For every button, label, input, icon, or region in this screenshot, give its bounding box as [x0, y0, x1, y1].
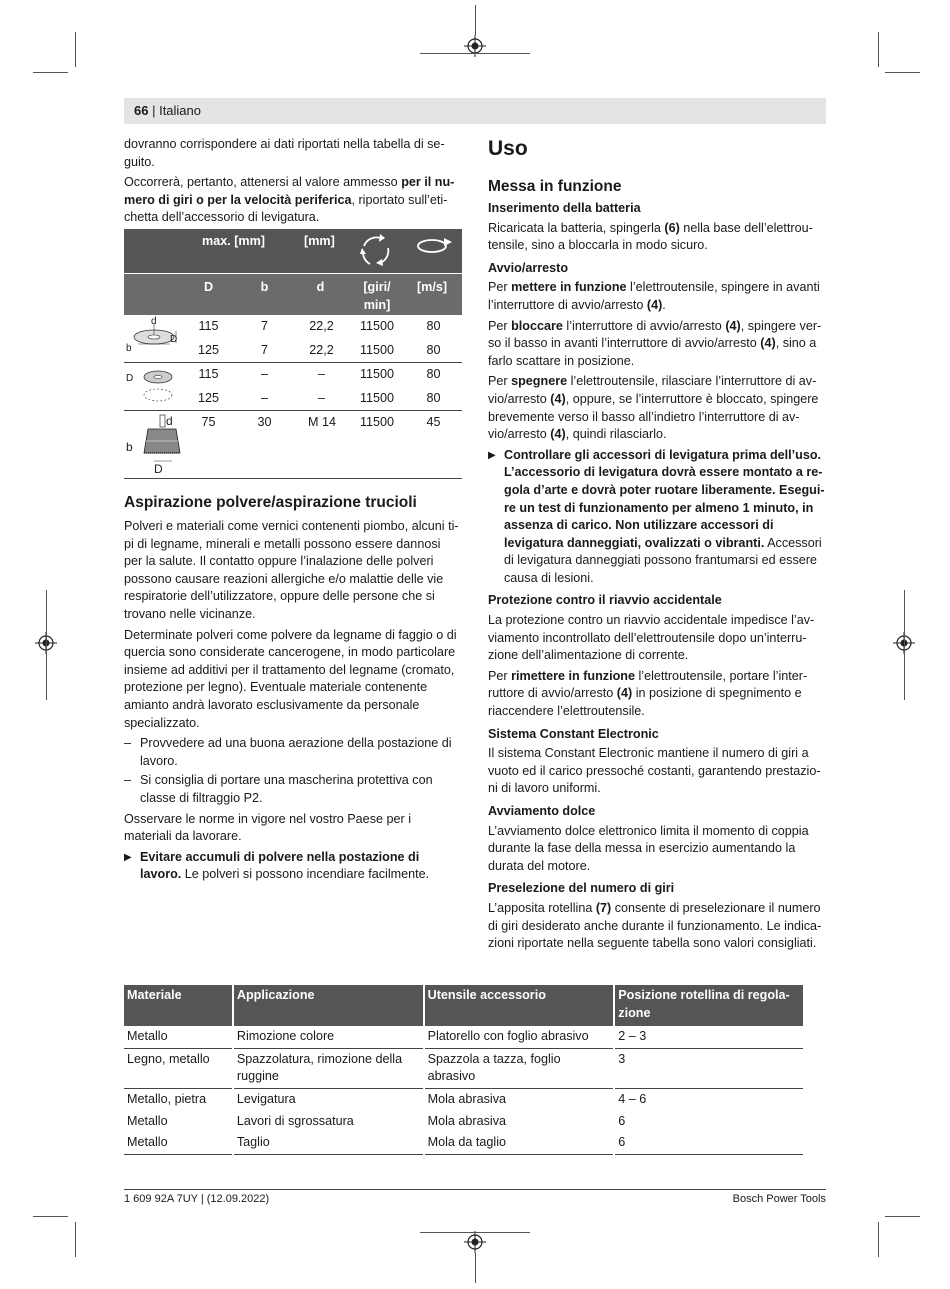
table-header-cell: [giri/ min]	[363, 280, 391, 312]
table-row	[124, 363, 462, 387]
svg-text:d: d	[151, 316, 157, 327]
svg-text:b: b	[126, 440, 133, 454]
table-row-group	[124, 315, 462, 363]
table-header-cell: Utensile accessorio	[424, 985, 615, 1026]
table-cell: 75	[201, 415, 216, 429]
table-cell: 11500	[359, 343, 395, 357]
crop-mark	[878, 32, 879, 67]
table-cell: Rimozione colore	[233, 1026, 424, 1048]
crop-mark	[475, 5, 476, 35]
crop-mark	[33, 1216, 68, 1217]
table-cell: 125	[197, 343, 219, 357]
table-cell: 11500	[359, 415, 395, 429]
table-cell: Lavori di sgrossatura	[233, 1111, 424, 1133]
table-cell: 80	[426, 319, 441, 333]
table-cell: 7	[260, 343, 268, 357]
table-cell: Mola abrasiva	[424, 1088, 615, 1110]
paragraph: L’apposita rotellina (7) consente di preselezionare il numero di giri desiderato anche durante il funzionamento. Le indicazioni riportate nella seguente tabella sono valori consigliati.	[488, 900, 822, 951]
crop-mark	[420, 53, 530, 54]
table-cell: –	[260, 391, 268, 405]
subsection-heading: Avvio/arresto	[488, 260, 569, 275]
table-cell: 125	[197, 391, 219, 405]
table-row	[124, 1111, 804, 1133]
subsection-heading: Inserimento della batteria	[488, 201, 641, 215]
section-heading: Aspirazione polvere/aspirazione trucioli	[124, 494, 417, 511]
page-header-label: 66 | Italiano	[134, 103, 201, 118]
paragraph: Per rimettere in funzione l’elettroutensile, portare l’interruttore di avvio/arresto (4) in posizione di spegnimento e riaccendere l’elettroutensile.	[488, 668, 808, 719]
svg-text:b: b	[126, 343, 132, 354]
crop-mark	[904, 590, 905, 700]
paragraph: Ricaricata la batteria, spingerla (6) nella base dell’elettroutensile, sino a bloccarla in modo sicuro.	[488, 220, 813, 253]
table-cell: Metallo	[124, 1026, 233, 1048]
table-row	[124, 339, 462, 363]
subsection-heading: Sistema Constant Electronic	[488, 726, 659, 741]
registration-mark-icon	[464, 1231, 486, 1253]
rotation-speed-icon	[356, 232, 396, 270]
page-number: 66	[134, 103, 149, 118]
table-cell: Metallo, pietra	[124, 1088, 233, 1110]
svg-text:d: d	[166, 414, 173, 428]
table-cell: Metallo	[124, 1132, 233, 1154]
table-header-row	[124, 985, 804, 1026]
table-row-group	[124, 411, 462, 479]
crop-mark	[885, 72, 920, 73]
table-cell: 80	[426, 391, 441, 405]
table-header-cell: [m/s]	[416, 280, 448, 294]
table-row	[124, 1088, 804, 1110]
list-item: – Si consiglia di portare una mascherina protettiva con classe di filtraggio P2.	[124, 773, 433, 805]
table-cell: 2 – 3	[614, 1026, 804, 1048]
paragraph: Per bloccare l’interruttore di avvio/arresto (4), spingere verso il basso in avanti l’interruttore di avvio/arresto (4), sino a farlo scattare in posizione.	[488, 318, 822, 368]
accessory-spec-table	[124, 229, 462, 479]
speed-preselection-table	[124, 985, 805, 1155]
table-cell: 115	[198, 367, 219, 381]
crop-mark	[46, 590, 47, 700]
paragraph: Occorrerà, pertanto, attenersi al valore ammesso per il numero di giri o per la velocità periferica, riportato sull’etichetta dell’accessorio di levigatura.	[124, 175, 455, 225]
peripheral-speed-icon	[414, 235, 454, 257]
crop-mark	[75, 1222, 76, 1257]
table-cell: Mola abrasiva	[424, 1111, 615, 1133]
table-cell: 4 – 6	[614, 1088, 804, 1110]
table-cell: M 14	[308, 415, 336, 429]
table-header-cell: max. [mm]	[202, 234, 265, 248]
paragraph: Il sistema Constant Electronic mantiene il numero di giri a vuoto ed il carico pressoché costanti, garantendo prestazioni di lavoro uniformi.	[488, 746, 821, 796]
crop-mark	[33, 72, 68, 73]
crop-mark	[475, 1253, 476, 1283]
subsection-heading: Avviamento dolce	[488, 804, 596, 818]
table-cell: Mola da taglio	[424, 1132, 615, 1154]
paragraph: Determinate polveri come polvere da legname di faggio o di quercia sono considerate cancerogene, in modo particolare insieme ad additivi per il trattamento del legname (cromato, protezione per legno). Eventuale materiale contenente amianto andrà lavorato esclusivamente da personale specializzato.	[124, 627, 457, 730]
table-cell: 11500	[359, 391, 395, 405]
table-cell: 7	[260, 319, 268, 333]
table-cell: 6	[614, 1111, 804, 1133]
list-item: – Provvedere ad una buona aerazione della postazione di lavoro.	[124, 736, 452, 768]
table-cell: –	[317, 367, 325, 381]
table-row-group	[124, 363, 462, 411]
table-row	[124, 1026, 804, 1048]
table-cell: 11500	[359, 319, 395, 333]
table-header-cell: Applicazione	[233, 985, 424, 1026]
svg-text:D: D	[154, 462, 163, 476]
crop-mark	[878, 1222, 879, 1257]
footer-doc-code: 1 609 92A 7UY | (12.09.2022)	[124, 1193, 270, 1205]
paragraph: Per spegnere l’elettroutensile, rilasciare l’interruttore di avvio/arresto (4), oppure, se l’interruttore è bloccato, spingere brevemente verso il basso all’indietro l’interruttore di avvio/arresto (4), quindi rilasciarlo.	[488, 374, 819, 442]
left-column-top	[124, 136, 462, 230]
table-row	[124, 1132, 804, 1154]
paragraph: dovranno corrispondere ai dati riportati nella tabella di seguito.	[124, 137, 445, 169]
table-row	[124, 315, 462, 339]
svg-text:D: D	[126, 373, 134, 384]
table-cell: 6	[614, 1132, 804, 1154]
table-cell: Metallo	[124, 1111, 233, 1133]
subsection-heading: Preselezione del numero di giri	[488, 881, 675, 896]
table-cell: –	[260, 367, 268, 381]
table-row	[124, 387, 462, 411]
table-header-row	[124, 273, 462, 315]
table-cell: 80	[426, 367, 441, 381]
table-header-row	[124, 229, 462, 273]
table-cell: 22,2	[309, 343, 334, 357]
table-cell: 30	[257, 415, 272, 429]
table-cell: Spazzola a tazza, foglio abrasivo	[424, 1048, 615, 1088]
table-header-cell: D	[203, 280, 214, 294]
footer-brand: Bosch Power Tools	[732, 1193, 826, 1205]
left-column-lower	[124, 492, 462, 887]
page-title: Uso	[488, 137, 528, 160]
warning-item: ▶ Evitare accumuli di polvere nella postazione di lavoro. Le polveri si possono incendiare facilmente.	[124, 849, 430, 882]
table-cell: 80	[426, 343, 441, 357]
svg-text:D: D	[170, 334, 178, 345]
section-heading: Messa in funzione	[488, 178, 622, 195]
arrow-icon: ▶	[124, 851, 132, 863]
right-column	[488, 136, 826, 956]
paragraph: Per mettere in funzione l’elettroutensile, spingere in avanti l’interruttore di avvio/arresto (4).	[488, 280, 820, 312]
paragraph: Osservare le norme in vigore nel vostro Paese per i materiali da lavorare.	[124, 811, 411, 844]
table-cell: Spazzolatura, rimozione della ruggine	[233, 1048, 424, 1088]
table-cell: Platorello con foglio abrasivo	[424, 1026, 615, 1048]
table-cell: Levigatura	[233, 1088, 424, 1110]
page-language: Italiano	[159, 103, 201, 118]
paragraph: Polveri e materiali come vernici contenenti piombo, alcuni tipi di legname, minerali e metalli possono essere dannosi per la salute. Il contatto oppure l’inalazione delle polveri possono causare reazioni allergiche e/o malattie delle vie respiratorie dell’utilizzatore, oppure delle persone che si trovano nelle vicinanze.	[124, 519, 459, 621]
crop-mark	[420, 1232, 530, 1233]
subsection-heading: Protezione contro il riavvio accidentale	[488, 593, 722, 608]
table-cell: 3	[614, 1048, 804, 1088]
table-row	[124, 411, 462, 435]
table-cell: Legno, metallo	[124, 1048, 233, 1088]
footer-divider	[124, 1189, 826, 1190]
table-header-cell: d	[316, 280, 325, 294]
table-cell: 11500	[359, 367, 395, 381]
arrow-icon: ▶	[488, 449, 496, 461]
table-cell: –	[317, 391, 325, 405]
warning-item: ▶ Controllare gli accessori di levigatura prima dell’uso. L’accessorio di levigatura dovrà essere montato a regola d’arte e dovrà poter ruotare liberamente. Eseguire un test di funzionamento per almeno 1 minuto, in assenza di carico. Non utilizzare accessori di levigatura danneggiati, ovalizzati o vibranti. Accessori di levigatura danneggiati possono frantumarsi ed essere causa di lesioni.	[488, 447, 825, 585]
paragraph: L’avviamento dolce elettronico limita il momento di coppia durante la fase della messa in esercizio aumentando la durata del motore.	[488, 823, 809, 873]
table-header-cell: Materiale	[124, 985, 233, 1026]
page-header	[124, 98, 826, 124]
crop-mark	[75, 32, 76, 67]
table-header-cell: Posizione rotellina di regolazione	[614, 985, 804, 1026]
table-cell: Taglio	[233, 1132, 424, 1154]
table-header-cell: [mm]	[304, 234, 335, 248]
table-cell: 22,2	[309, 319, 334, 333]
table-cell: 45	[426, 415, 441, 429]
table-row	[124, 1048, 804, 1088]
table-cell: 115	[198, 319, 219, 333]
table-header-cell: b	[260, 280, 269, 294]
crop-mark	[885, 1216, 920, 1217]
paragraph: La protezione contro un riavvio accidentale impedisce l’avviamento incontrollato dell’elettroutensile dopo un’interruzione dell’alimentazione di corrente.	[488, 613, 815, 663]
